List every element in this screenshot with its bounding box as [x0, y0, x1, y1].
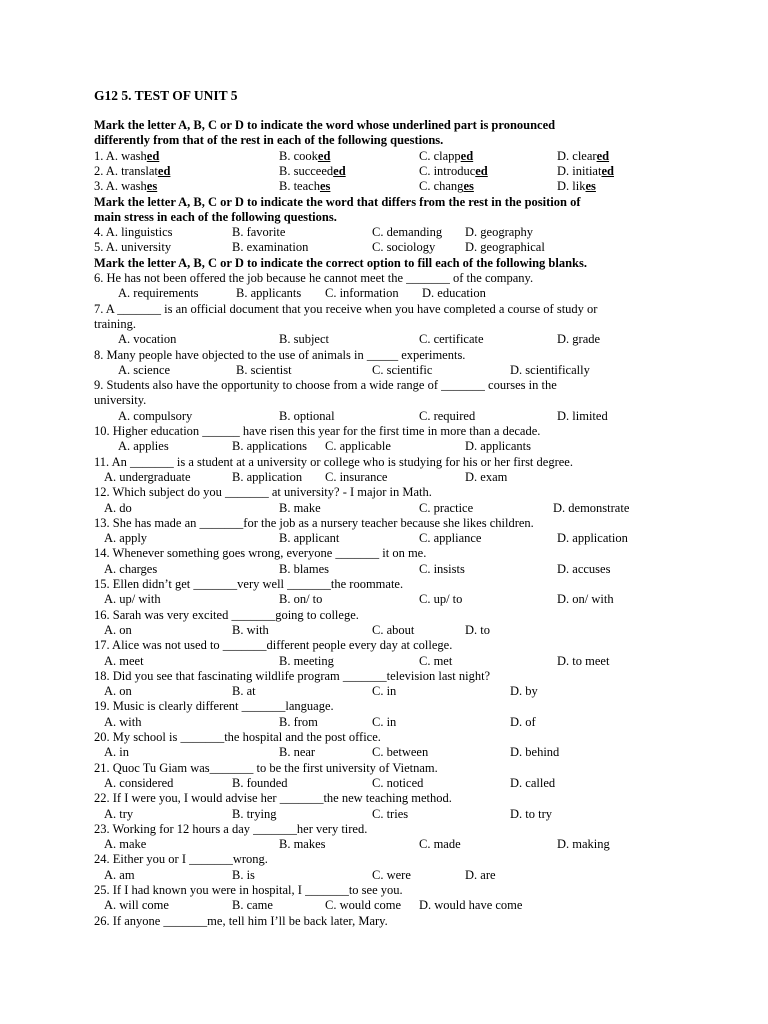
- answer-option: A. will come: [104, 898, 169, 913]
- option-text: D. initiat: [557, 163, 602, 178]
- underlined-part: ed: [157, 163, 171, 178]
- answer-option: B. favorite: [232, 225, 286, 240]
- answer-option: D. education: [422, 286, 486, 301]
- answer-option: D. behind: [510, 745, 560, 760]
- option-text: C. chang: [419, 179, 464, 194]
- answer-option: [557, 179, 596, 194]
- question-stem: 25. If I had known you were in hospital, I _______to see you.: [94, 883, 403, 897]
- answer-option: B. applications: [232, 439, 307, 454]
- option-text: B. succeed: [279, 163, 334, 178]
- answer-option: C. insurance: [325, 469, 388, 484]
- underlined-part: es: [319, 179, 331, 194]
- answer-option: B. application: [232, 469, 303, 484]
- answer-option: A. vocation: [118, 332, 177, 347]
- answer-option: D. on/ with: [557, 592, 614, 607]
- answer-option: C. applicable: [325, 439, 391, 454]
- question-stem: 16. Sarah was very excited _______going to college.: [94, 607, 359, 622]
- section-instruction: Mark the letter A, B, C or D to indicate the correct option to fill each of the following blanks.: [94, 255, 587, 270]
- answer-option: A. requirements: [118, 286, 199, 301]
- section-instruction: Mark the letter A, B, C or D to indicate the word that differs from the rest in the position of: [94, 194, 581, 209]
- answer-option: A. meet: [104, 653, 144, 668]
- answer-option: D. geographical: [465, 240, 545, 255]
- answer-option: D. limited: [557, 408, 608, 423]
- answer-option: [557, 149, 609, 164]
- answer-option: B. examination: [232, 240, 309, 255]
- section-instruction: Mark the letter A, B, C or D to indicate the word whose underlined part is pronounced: [94, 118, 556, 132]
- answer-option: D. to: [465, 622, 490, 637]
- answer-option: B. scientist: [236, 362, 292, 377]
- answer-option: D. demonstrate: [553, 500, 630, 515]
- option-text: 2. A. translat: [94, 163, 158, 178]
- answer-option: D. would have come: [419, 898, 523, 913]
- answer-option: C. met: [419, 653, 453, 668]
- answer-option: B. blames: [279, 561, 329, 576]
- answer-option: C. were: [372, 867, 411, 882]
- option-text: D. clear: [557, 148, 597, 163]
- answer-option: [94, 164, 170, 179]
- answer-option: 4. A. linguistics: [94, 225, 173, 240]
- answer-option: B. came: [232, 898, 273, 913]
- question-stem: 19. Music is clearly different _______language.: [94, 699, 334, 714]
- question-stem: 26. If anyone _______me, tell him I’ll be back later, Mary.: [94, 913, 388, 928]
- answer-option: B. make: [279, 500, 321, 515]
- option-text: B. teach: [279, 179, 320, 194]
- question-stem: 11. An _______ is a student at a university or college who is studying for his or her first degree.: [94, 454, 573, 469]
- answer-option: B. on/ to: [279, 592, 323, 607]
- answer-option: D. called: [510, 775, 556, 790]
- question-stem: 6. He has not been offered the job because he cannot meet the _______ of the company.: [94, 271, 534, 285]
- answer-option: D. geography: [465, 225, 534, 240]
- option-text: C. introduc: [419, 163, 476, 178]
- answer-option: D. are: [465, 867, 496, 882]
- underlined-part: es: [585, 179, 596, 194]
- answer-option: C. made: [419, 837, 461, 852]
- answer-option: B. founded: [232, 775, 288, 790]
- question-stem: 8. Many people have objected to the use of animals in _____ experiments.: [94, 347, 466, 362]
- answer-option: A. up/ with: [104, 592, 161, 607]
- answer-option: A. considered: [104, 775, 174, 790]
- answer-option: D. making: [557, 837, 610, 852]
- question-stem: 14. Whenever something goes wrong, everyone _______ it on me.: [94, 546, 427, 561]
- answer-option: [279, 149, 330, 164]
- question-stem: 24. Either you or I _______wrong.: [94, 852, 268, 867]
- section-instruction: differently from that of the rest in each of the following questions.: [94, 133, 444, 148]
- answer-option: B. applicants: [236, 286, 302, 301]
- question-stem: 12. Which subject do you _______ at university? - I major in Math.: [94, 485, 432, 500]
- answer-option: C. about: [372, 622, 415, 637]
- answer-option: A. compulsory: [118, 408, 193, 423]
- underlined-part: ed: [601, 163, 614, 178]
- question-stem: 18. Did you see that fascinating wildlife program _______television last night?: [94, 668, 491, 683]
- question-stem-continued: university.: [94, 393, 147, 408]
- answer-option: A. on: [104, 684, 132, 699]
- answer-option: C. sociology: [372, 240, 436, 255]
- answer-option: C. practice: [419, 500, 474, 515]
- answer-option: A. applies: [118, 439, 169, 454]
- question-stem-continued: training.: [94, 316, 137, 331]
- answer-option: [94, 149, 159, 164]
- answer-option: B. with: [232, 622, 269, 637]
- answer-option: C. scientific: [372, 362, 433, 377]
- question-stem: 20. My school is _______the hospital and the post office.: [94, 730, 381, 744]
- answer-option: B. at: [232, 684, 256, 699]
- question-stem: 9. Students also have the opportunity to choose from a wide range of _______ courses in the: [94, 378, 557, 393]
- answer-option: 5. A. university: [94, 240, 172, 255]
- answer-option: C. noticed: [372, 775, 424, 790]
- answer-option: A. make: [104, 837, 147, 852]
- section-instruction: main stress in each of the following questions.: [94, 209, 337, 224]
- underlined-part: ed: [333, 163, 346, 178]
- answer-option: D. application: [557, 531, 628, 546]
- answer-option: D. scientifically: [510, 362, 590, 377]
- answer-option: [557, 164, 614, 179]
- option-text: C. clapp: [419, 148, 461, 163]
- answer-option: A. am: [104, 867, 135, 882]
- answer-option: [279, 179, 330, 194]
- answer-option: C. tries: [372, 806, 409, 821]
- question-stem: 23. Working for 12 hours a day _______her very tired.: [94, 821, 368, 836]
- answer-option: D. by: [510, 684, 538, 699]
- underlined-part: es: [146, 179, 158, 194]
- question-stem: 17. Alice was not used to _______different people every day at college.: [94, 638, 453, 653]
- question-stem: 21. Quoc Tu Giam was_______ to be the first university of Vietnam.: [94, 760, 438, 775]
- answer-option: C. up/ to: [419, 592, 463, 607]
- underlined-part: ed: [146, 148, 160, 163]
- question-stem: 15. Ellen didn’t get _______very well _______the roommate.: [94, 577, 404, 591]
- answer-option: A. try: [104, 806, 134, 821]
- answer-option: B. is: [232, 867, 255, 882]
- answer-option: B. trying: [232, 806, 277, 821]
- answer-option: A. science: [118, 362, 171, 377]
- option-text: B. cook: [279, 148, 318, 163]
- answer-option: B. applicant: [279, 531, 340, 546]
- answer-option: B. near: [279, 745, 316, 760]
- answer-option: A. do: [104, 500, 132, 515]
- question-stem: 13. She has made an _______for the job as a nursery teacher because she likes children.: [94, 515, 534, 530]
- option-text: 1. A. wash: [94, 148, 147, 163]
- underlined-part: ed: [475, 163, 488, 178]
- answer-option: C. demanding: [372, 225, 443, 240]
- worksheet-title: G12 5. TEST OF UNIT 5: [94, 88, 238, 103]
- answer-option: B. makes: [279, 837, 326, 852]
- answer-option: C. appliance: [419, 531, 482, 546]
- answer-option: C. required: [419, 408, 476, 423]
- answer-option: B. subject: [279, 332, 329, 347]
- answer-option: [94, 179, 157, 194]
- underlined-part: ed: [460, 148, 474, 163]
- answer-option: D. to meet: [557, 653, 610, 668]
- answer-option: [419, 179, 474, 194]
- answer-option: C. in: [372, 684, 397, 699]
- answer-option: C. information: [325, 286, 399, 301]
- answer-option: A. apply: [104, 531, 148, 546]
- option-text: 3. A. wash: [94, 179, 147, 194]
- answer-option: D. applicants: [465, 439, 531, 454]
- answer-option: A. in: [104, 745, 129, 760]
- answer-option: B. meeting: [279, 653, 334, 668]
- underlined-part: ed: [317, 148, 331, 163]
- answer-option: D. of: [510, 714, 536, 729]
- answer-option: A. with: [104, 714, 142, 729]
- answer-option: C. insists: [419, 561, 465, 576]
- answer-option: D. grade: [557, 332, 601, 347]
- question-stem: 10. Higher education ______ have risen this year for the first time in more than a decade.: [94, 424, 541, 438]
- answer-option: C. would come: [325, 898, 402, 913]
- question-stem: 7. A _______ is an official document that you receive when you have completed a course of study or: [94, 301, 598, 316]
- answer-option: C. certificate: [419, 332, 484, 347]
- answer-option: A. on: [104, 622, 132, 637]
- option-text: D. lik: [557, 179, 586, 194]
- answer-option: C. between: [372, 745, 429, 760]
- answer-option: [279, 164, 346, 179]
- answer-option: D. accuses: [557, 561, 611, 576]
- answer-option: [419, 149, 473, 164]
- question-stem: 22. If I were you, I would advise her _______the new teaching method.: [94, 791, 452, 806]
- answer-option: B. optional: [279, 408, 335, 423]
- answer-option: A. undergraduate: [104, 469, 191, 484]
- underlined-part: es: [463, 179, 474, 194]
- underlined-part: ed: [596, 148, 610, 163]
- answer-option: A. charges: [104, 561, 158, 576]
- answer-option: [419, 164, 488, 179]
- answer-option: B. from: [279, 714, 318, 729]
- answer-option: D. to try: [510, 806, 553, 821]
- answer-option: D. exam: [465, 469, 508, 484]
- answer-option: C. in: [372, 714, 397, 729]
